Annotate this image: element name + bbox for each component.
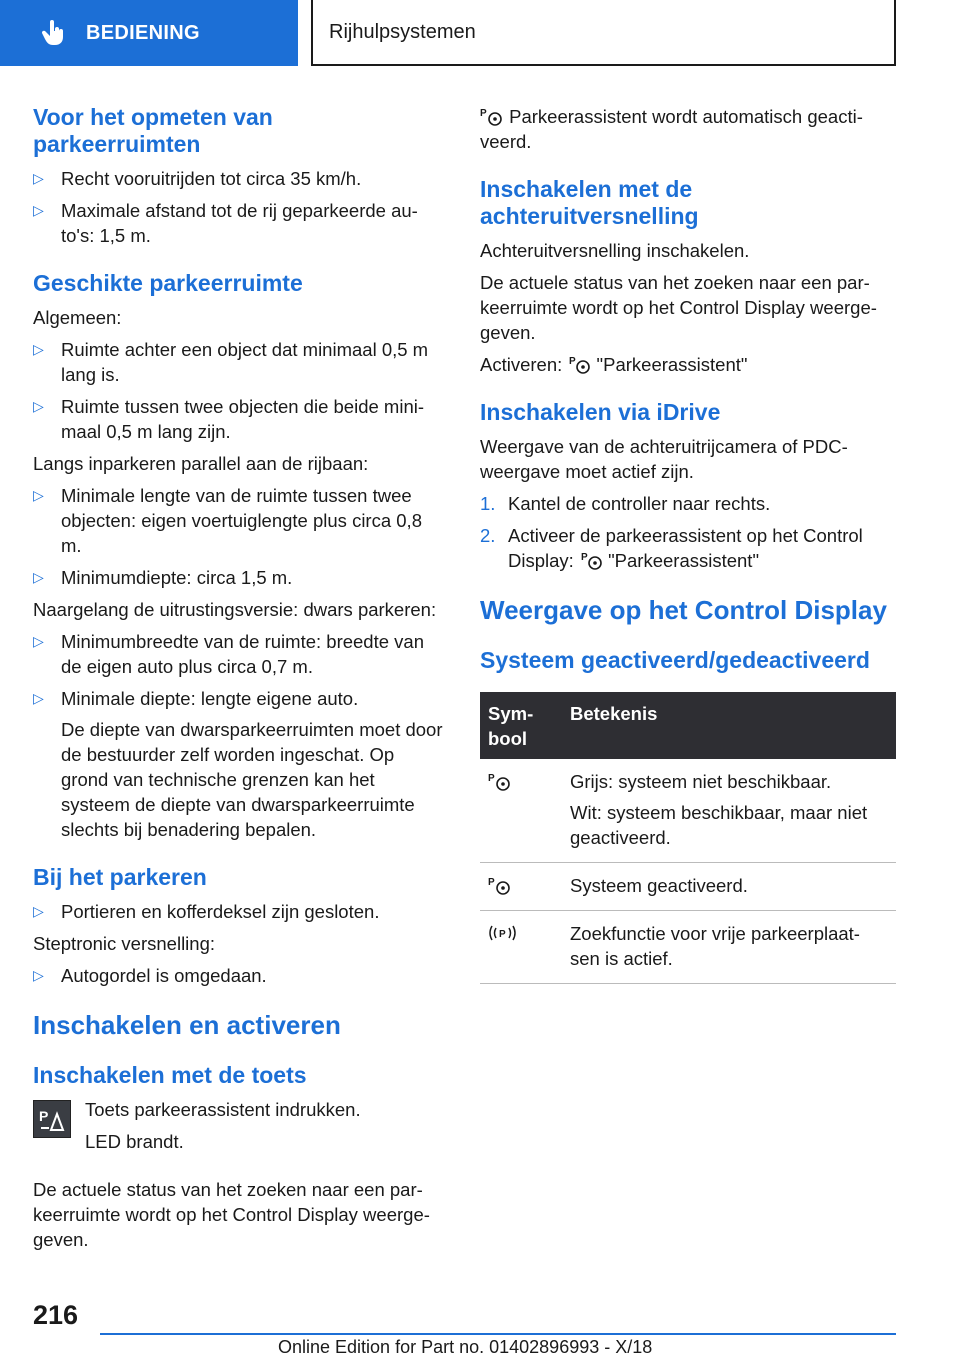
display-heading: Weergave op het Control Display: [480, 595, 887, 625]
triangle-bullet-icon: ▷: [33, 690, 44, 706]
col-symbol-header: Sym‐bool: [480, 692, 562, 759]
parking-assistant-icon: [579, 550, 603, 570]
parallel-label: Langs inparkeren parallel aan de rijbaan:: [33, 453, 369, 474]
triangle-bullet-icon: ▷: [33, 398, 44, 414]
list-item: ▷ Minimumbreedte van de ruimte: breedte van de eigen auto plus circa 0,7 m.: [33, 631, 424, 677]
auto-activation-text: P Parkeerassistent wordt automatisch geacti‐veerd.: [480, 106, 863, 152]
parking-list: [33, 899, 445, 924]
idrive-steps: [480, 491, 896, 573]
parking-assistant-icon: [488, 771, 512, 791]
button-instruction: [33, 1097, 445, 1161]
triangle-bullet-icon: ▷: [33, 633, 44, 649]
list-item: 1. Kantel de controller naar rechts.: [480, 493, 771, 514]
table-header-row: [480, 692, 896, 759]
triangle-bullet-icon: ▷: [33, 569, 44, 585]
list-item: ▷ Minimale diepte: lengte eigene auto. De diepte van dwarsparkeerruimten moet door de bestuurder zelf worden ingeschat. Op grond van technische grenzen kan het systeem de diepte van dwarsparkeerruimte slechts bij benadering bepalen.: [33, 686, 445, 842]
edition-footer: Online Edition for Part no. 01402896993 - X/18: [278, 1337, 653, 1357]
activate-line: Activeren: P "Parkeerassistent": [480, 354, 748, 375]
triangle-bullet-icon: ▷: [33, 487, 44, 503]
triangle-bullet-icon: ▷: [33, 341, 44, 357]
steptronic-list: [33, 963, 445, 988]
parking-assistant-icon: [480, 106, 504, 126]
touch-hand-icon: [40, 20, 66, 46]
triangle-bullet-icon: ▷: [33, 967, 44, 983]
parking-assistant-icon: [567, 354, 591, 374]
table-row: P Grijs: systeem niet beschikbaar. Wit: systeem beschikbaar, maar niet geactiveerd.: [480, 759, 896, 863]
table-row: P Systeem geactiveerd.: [480, 863, 896, 911]
general-list: [33, 337, 445, 444]
right-column: [480, 104, 896, 984]
section-label: BEDIENING: [86, 21, 200, 44]
list-item: 2. Activeer de parkeerassistent op het Control Display: P "Parkeerassistent": [480, 525, 863, 571]
reverse-text-2: De actuele status van het zoeken naar een par‐keerruimte wordt op het Control Display weerge‐geven.: [480, 272, 877, 343]
reverse-heading: Inschakelen met de achteruitversnelling: [480, 176, 699, 229]
list-item: ▷ Ruimte achter een object dat minimaal 0,5 m lang is.: [33, 339, 429, 385]
idrive-text: Weergave van de achteruitrijcamera of PDC-weergave moet actief zijn.: [480, 436, 848, 482]
col-meaning-header: Betekenis: [562, 692, 896, 759]
svg-text:P: P: [480, 108, 487, 119]
list-item: ▷ Maximale afstand tot de rij geparkeerde au‐to's: 1,5 m.: [33, 200, 418, 246]
parallel-list: [33, 483, 445, 590]
button-heading: Inschakelen met de toets: [33, 1062, 307, 1088]
perpendicular-list: [33, 629, 445, 842]
parking-search-waves-icon: [488, 923, 518, 943]
triangle-bullet-icon: ▷: [33, 170, 44, 186]
svg-text:P: P: [39, 1108, 49, 1124]
left-column: [33, 104, 445, 1259]
svg-text:P: P: [580, 552, 588, 563]
parking-assistant-icon: [488, 875, 512, 895]
list-item: ▷ Ruimte tussen twee objecten die beide mini‐maal 0,5 m lang zijn.: [33, 396, 424, 442]
header-section-tab: [0, 0, 298, 66]
button-text: Toets parkeerassistent indrukken. LED brandt.: [85, 1099, 361, 1152]
list-item: ▷ Minimumdiepte: circa 1,5 m.: [33, 567, 293, 588]
reverse-text-1: Achteruitversnelling inschakelen.: [480, 240, 750, 261]
svg-text:P: P: [499, 929, 506, 940]
depth-note: De diepte van dwarsparkeerruimten moet door de bestuurder zelf worden ingeschat. Op grond van technische grenzen kan het systeem de diepte van dwarsparkeerruimte slechts bij benadering bepalen.: [61, 719, 443, 840]
measure-heading: Voor het opmeten van parkeerruimten: [33, 104, 273, 157]
measure-list: [33, 166, 445, 248]
list-item: ▷ Recht vooruitrijden tot circa 35 km/h.: [33, 168, 362, 189]
parking-button-icon: [33, 1100, 71, 1138]
perpendicular-label: Naargelang de uitrustingsversie: dwars parkeren:: [33, 599, 437, 620]
idrive-heading: Inschakelen via iDrive: [480, 399, 721, 425]
header-chapter: [311, 0, 896, 66]
steptronic-label: Steptronic versnelling:: [33, 933, 216, 954]
suitable-heading: Geschikte parkeerruimte: [33, 270, 303, 296]
chapter-label: Rijhulpsystemen: [329, 20, 476, 43]
symbol-table: [480, 692, 896, 984]
page-number: 216: [33, 1300, 79, 1330]
system-heading: Systeem geactiveerd/gedeactiveerd: [480, 647, 870, 673]
general-label: Algemeen:: [33, 307, 122, 328]
parking-heading: Bij het parkeren: [33, 864, 207, 890]
list-item: ▷ Minimale lengte van de ruimte tussen twee objecten: eigen voertuiglengte plus circa 0,8 m.: [33, 485, 422, 556]
list-item: ▷ Portieren en kofferdeksel zijn gesloten.: [33, 901, 380, 922]
list-item: ▷ Autogordel is omgedaan.: [33, 965, 267, 986]
switch-heading: Inschakelen en activeren: [33, 1010, 341, 1040]
svg-text:P: P: [488, 877, 495, 888]
triangle-bullet-icon: ▷: [33, 903, 44, 919]
status-text: De actuele status van het zoeken naar een par‐keerruimte wordt op het Control Display weerge‐geven.: [33, 1179, 430, 1250]
svg-text:P: P: [488, 773, 495, 784]
table-row: P Zoekfunctie voor vrije parkeerplaat‐sen is actief.: [480, 911, 896, 984]
svg-text:P: P: [569, 356, 577, 367]
footer-divider: [100, 1333, 896, 1335]
triangle-bullet-icon: ▷: [33, 202, 44, 218]
